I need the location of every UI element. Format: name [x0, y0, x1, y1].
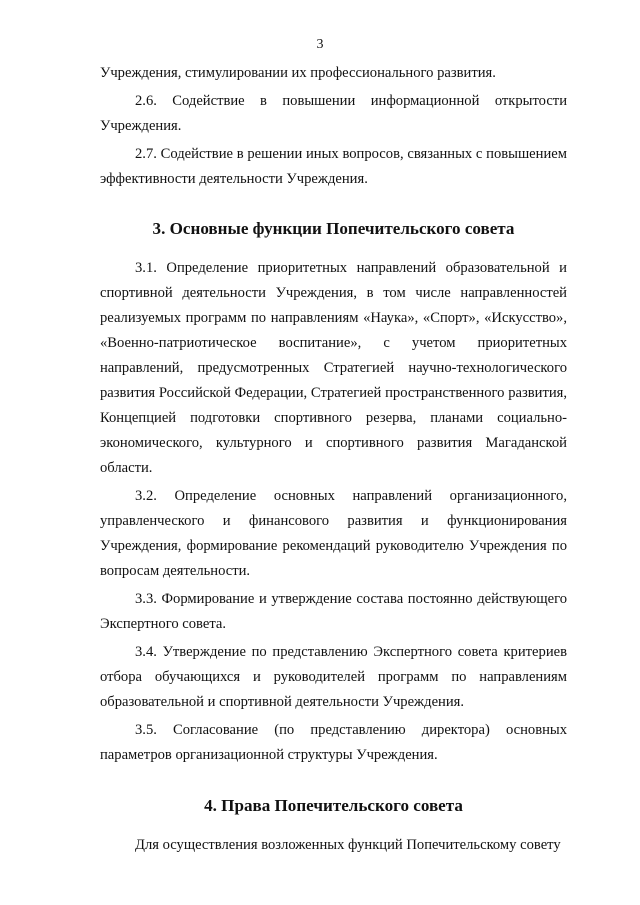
paragraph-2-7: 2.7. Содействие в решении иных вопросов, связанных с повышением эффективности деятельности Учреждения.: [100, 146, 567, 187]
paragraph-continuation: Учреждения, стимулировании их профессионального развития.: [100, 65, 496, 81]
section-3-heading: 3. Основные функции Попечительского совета: [152, 219, 515, 238]
paragraph-3-3: 3.3. Формирование и утверждение состава постоянно действующего Экспертного совета.: [100, 591, 567, 632]
paragraph-3-4: 3.4. Утверждение по представлению Экспертного совета критериев отбора обучающихся и руководителей программ по направлениям образовательной и спортивной деятельности Учреждения.: [100, 644, 567, 710]
paragraph-2-6: 2.6. Содействие в повышении информационной открытости Учреждения.: [100, 93, 567, 134]
paragraph-3-1: 3.1. Определение приоритетных направлений образовательной и спортивной деятельности Учреждения, в том числе направленностей реализуемых программ по направлениям «Наука», «Спорт», «Искусство», «Военно-патриотическое воспитание», с учетом приоритетных направлений, предусмотренных Стратегией научно-технологического развития Российской Федерации, Стратегией пространственного развития, Концепцией подготовки спортивного резерва, планами социально-экономического, культурного и спортивного развития Магаданской области.: [100, 260, 567, 476]
document-body: [100, 61, 567, 861]
section-4-heading: 4. Права Попечительского совета: [204, 796, 463, 815]
paragraph-4-intro: Для осуществления возложенных функций Попечительскому совету: [135, 837, 561, 853]
paragraph-3-5: 3.5. Согласование (по представлению директора) основных параметров организационной структуры Учреждения.: [100, 722, 567, 763]
page-number: 3: [316, 37, 324, 52]
paragraph-3-2: 3.2. Определение основных направлений организационного, управленческого и финансового развития и функционирования Учреждения, формирование рекомендаций руководителю Учреждения по вопросам деятельности.: [100, 488, 567, 579]
